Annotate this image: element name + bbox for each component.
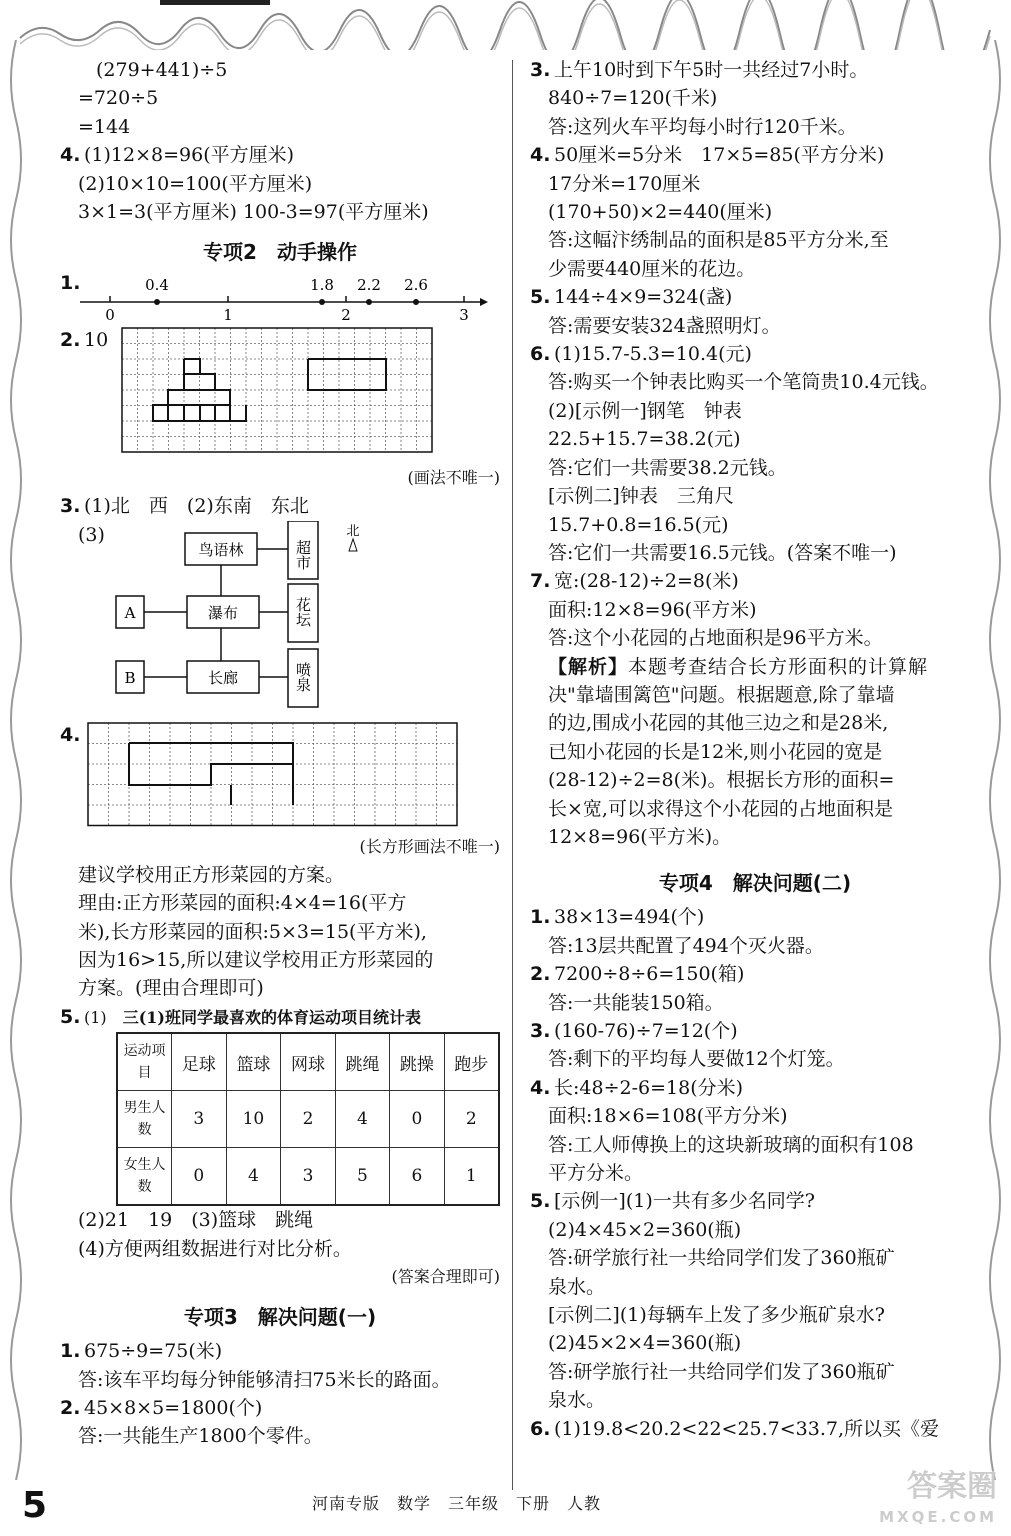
analysis-line: 已知小花园的长是12米,则小花园的宽是 [548,740,883,763]
table-cell: 6 [390,1148,444,1206]
answer-line: 答:购买一个钟表比购买一个笔筒贵10.4元钱。 [548,371,939,394]
label-b: B [124,668,136,687]
answer-line: 泉水。 [548,1275,606,1298]
note: (画法不唯一) [407,468,500,488]
layout-map [60,521,500,721]
answer-line: 675÷9=75(米) [84,1340,223,1363]
question-number: 4. [530,1076,551,1099]
s3-question-1 [60,1337,500,1365]
question-number: 1. [60,1340,81,1363]
answer-line: 50厘米=5分米 17×5=85(平方分米) [554,144,885,167]
left-column [60,56,500,1451]
answer-line: 长:48÷2-6=18(分米) [554,1076,744,1099]
answer-line: [示例二](1)每辆车上发了多少瓶矿泉水? [548,1304,885,1327]
answer-line: 宽:(28-12)÷2=8(米) [554,570,739,593]
question-number: 3. [530,59,551,81]
answer-line: 建议学校用正方形菜园的方案。 [78,863,345,886]
answer-line: 答:这幅汴绣制品的面积是85平方分米,至 [548,229,889,252]
answer-line: 45×8×5=1800(个) [84,1396,263,1419]
section-title-3: 专项3 解决问题(一) [183,1305,377,1330]
analysis-tag: 【解析】 [548,655,629,678]
answer-line: 答:它们一共需要16.5元钱。(答案不唯一) [548,541,897,564]
question-line [530,340,980,368]
answer-line: 7200÷8÷6=150(箱) [554,963,745,986]
watermark-text: 答案圈 [907,1469,997,1504]
analysis-line: (28-12)÷2=8(米)。根据长方形的面积= [548,769,895,792]
answer-line: [示例二]钟表 三角尺 [548,485,734,508]
question-1-numberline [60,272,500,326]
answer-line: 上午10时到下午5时一共经过7小时。 [554,59,869,81]
answer-line: (2)[示例一]钢笔 钟表 [548,399,742,422]
question-number: 3. [530,1020,551,1042]
stat-table [116,1032,500,1206]
answer-line: 840÷7=120(千米) [548,87,718,110]
question-4-block [530,141,980,283]
answer-line: 答:一共能装150箱。 [548,991,724,1014]
answer-line: (1)12×8=96(平方厘米) [84,144,295,167]
section-title-2: 专项2 动手操作 [203,240,357,265]
section-4-answers [530,903,980,1443]
question-number: 2. [60,1396,81,1419]
table-header: 跑步 [444,1033,499,1091]
question-number: 4. [60,144,81,167]
answer-line: (170+50)×2=440(厘米) [548,201,773,224]
answer-line: 22.5+15.7=38.2(元) [548,428,741,451]
question-number: 5. [530,1190,551,1213]
calc-line: =144 [78,115,131,138]
answer-line: 15.7+0.8=16.5(元) [548,513,729,536]
note: (答案合理即可) [391,1267,500,1287]
question-number: 3. [60,495,81,518]
note: (长方形画法不唯一) [359,836,500,856]
table-cell: 0 [172,1148,226,1206]
right-decorative-border [981,40,1011,1480]
answer-line: 答:一共能生产1800个零件。 [78,1425,323,1448]
answer-line: 平方分米。 [548,1162,644,1185]
page-footer [0,1469,1011,1536]
table-cell: 3 [281,1148,335,1206]
tick-label-bottom: 0 [105,306,115,325]
analysis-text: 本题考查结合长方形面积的计算解 [628,655,929,678]
question-number: 6. [530,343,551,366]
answer-line: 答:这个小花园的占地面积是96平方米。 [548,627,883,650]
column-divider [512,60,513,1490]
s4-question [530,1074,980,1188]
question-2-grid [60,326,500,464]
question-number: 5. [530,286,551,309]
table-row [117,1148,499,1206]
label-supermarket: 超市 [294,539,312,570]
table-header: 足球 [172,1033,226,1091]
tick-label-bottom: 3 [459,306,469,325]
tick-label-bottom: 1 [223,306,233,325]
question-5-block [530,283,980,340]
map-diagram [60,521,500,721]
calc-line: (279+441)÷5 [96,59,228,81]
answer-line: 答:13层共配置了494个灭火器。 [548,934,824,957]
question-3 [60,492,500,520]
grid-drawing [120,326,440,461]
question-5 [60,1003,500,1032]
table-cell: 2 [444,1091,499,1148]
s4-question [530,1415,980,1443]
answer-line: 答:需要安装324盏照明灯。 [548,314,781,337]
table-title: 三(1)班同学最喜欢的体育运动项目统计表 [122,1007,421,1027]
answer-line: (2)45×2×4=360(瓶) [548,1332,742,1355]
table-row [117,1033,499,1091]
answer-line: 因为16>15,所以建议学校用正方形菜园的 [78,949,434,972]
answer-line: (2)10×10=100(平方厘米) [78,172,313,195]
answer-line: 理由:正方形菜园的面积:4×4=16(平方 [78,892,407,915]
table-header: 跳操 [390,1033,444,1091]
calc-line: =720÷5 [78,87,159,110]
page-number: 5 [22,1485,48,1526]
footer-text: 河南专版 数学 三年级 下册 人教 [312,1494,602,1513]
answer-line: 答:研学旅行社一共给同学们发了360瓶矿 [548,1247,895,1270]
question-line [530,1415,980,1443]
tick-label-top: 0.4 [145,276,169,295]
question-line [530,960,980,988]
tick-label-top: 1.8 [310,276,334,295]
question-number: 1. [60,272,81,295]
label-fountain: 喷泉 [294,661,312,692]
answer-line: 面积:12×8=96(平方米) [548,598,757,621]
question-6-block [530,340,980,567]
s4-question [530,1187,980,1414]
question-number: 6. [530,1417,551,1440]
answer-line: 38×13=494(个) [554,906,705,929]
label-a: A [124,603,136,622]
question-number: 4. [60,723,81,746]
table-cell: 0 [390,1091,444,1148]
table-cell: 2 [281,1091,335,1148]
s4-question [530,1017,980,1074]
watermark-url: MXQE.COM [879,1508,997,1526]
answer-line: (2)4×45×2=360(瓶) [548,1218,742,1241]
tick-label-bottom: 2 [341,306,351,325]
analysis-line: 决"靠墙围篱笆"问题。根据题意,除了靠墙 [548,683,895,706]
answer-line: 答:这列火车平均每小时行120千米。 [548,115,857,138]
north-arrow-icon [349,539,357,551]
answer-line: (1)15.7-5.3=10.4(元) [554,343,752,366]
answer-value: 10 [84,329,109,352]
question-3-block [530,56,980,141]
answer-line: 答:剩下的平均每人要做12个灯笼。 [548,1048,845,1071]
analysis-line: 12×8=96(平方米)。 [548,825,732,848]
question-line [530,567,980,595]
answer-line: (1)北 西 (2)东南 东北 [84,495,309,518]
answer-line: 少需要440厘米的花边。 [548,257,756,280]
question-number: 1. [530,906,551,929]
question-4 [60,141,500,169]
s4-question [530,960,980,1017]
table-header: 跳绳 [335,1033,389,1091]
top-decorative-border [0,0,1011,50]
label-waterfall: 瀑布 [207,603,239,622]
table-cell: 4 [226,1148,281,1206]
table-cell: 3 [172,1091,226,1148]
table-cell: 10 [226,1091,281,1148]
sub-label: (1) [84,1007,107,1027]
answer-line: 3×1=3(平方厘米) 100-3=97(平方厘米) [78,201,429,224]
answer-line: 144÷4×9=324(盏) [554,286,733,309]
right-column [530,56,980,1443]
question-line [530,903,980,931]
analysis-line [530,653,980,681]
answer-line: (1)19.8<20.2<22<25.7<33.7,所以买《爱 [554,1417,940,1440]
answer-line: 方案。(理由合理即可) [78,977,264,1000]
answer-line: (2)21 19 (3)篮球 跳绳 [78,1209,314,1232]
table-cell: 5 [335,1148,389,1206]
row-label: 男生人数 [117,1091,172,1148]
sub-label: (3) [78,523,105,546]
table-header: 篮球 [226,1033,281,1091]
label-flower-bed: 花坛 [294,596,312,627]
answer-line: 答:工人师傅换上的这块新玻璃的面积有108 [548,1133,914,1156]
north-label: 北 [346,523,360,539]
question-line [530,1017,980,1045]
label-corridor: 长廊 [207,668,239,687]
question-number: 4. [530,144,551,167]
question-line [530,141,980,169]
grid-drawing [86,721,496,831]
question-line [530,1187,980,1215]
table-cell: 4 [335,1091,389,1148]
answer-line: (160-76)÷7=12(个) [554,1020,738,1042]
question-line [530,1074,980,1102]
table-row [117,1091,499,1148]
row-label: 女生人数 [117,1148,172,1206]
answer-line: 答:该车平均每分钟能够清扫75米长的路面。 [78,1368,451,1391]
question-number: 7. [530,570,551,593]
left-decorative-border [0,40,30,1480]
section-title-4: 专项4 解决问题(二) [658,871,852,896]
answer-line: (4)方便两组数据进行对比分析。 [78,1237,352,1260]
answer-line: 泉水。 [548,1389,606,1412]
question-number: 5. [60,1005,81,1028]
table-header: 网球 [281,1033,335,1091]
s4-question [530,903,980,960]
table-corner: 运动项目 [117,1033,172,1091]
table-cell: 1 [444,1148,499,1206]
answer-line: 面积:18×6=108(平方分米) [548,1105,788,1128]
tick-label-top: 2.2 [357,276,381,295]
answer-line: 米),长方形菜园的面积:5×3=15(平方米), [78,920,427,943]
question-4-grid [60,721,500,833]
answer-line: 17分米=170厘米 [548,172,701,195]
answer-line: [示例一](1)一共有多少名同学? [554,1190,815,1213]
tick-label-top: 2.6 [404,276,428,295]
question-line [530,283,980,311]
question-number: 2. [60,329,81,352]
watermark [879,1469,997,1532]
question-line [530,56,980,84]
question-7-block [530,567,980,652]
analysis-line: 长×宽,可以求得这个小花园的占地面积是 [548,797,893,820]
answer-line: 答:它们一共需要38.2元钱。 [548,456,787,479]
analysis-line: 的边,围成小花园的其他三边之和是28米, [548,712,889,735]
number-line [60,272,500,326]
answer-line: 答:研学旅行社一共给同学们发了360瓶矿 [548,1360,895,1383]
s3-question-2 [60,1394,500,1422]
question-number: 2. [530,963,551,986]
label-bird-forest: 鸟语林 [198,540,244,559]
